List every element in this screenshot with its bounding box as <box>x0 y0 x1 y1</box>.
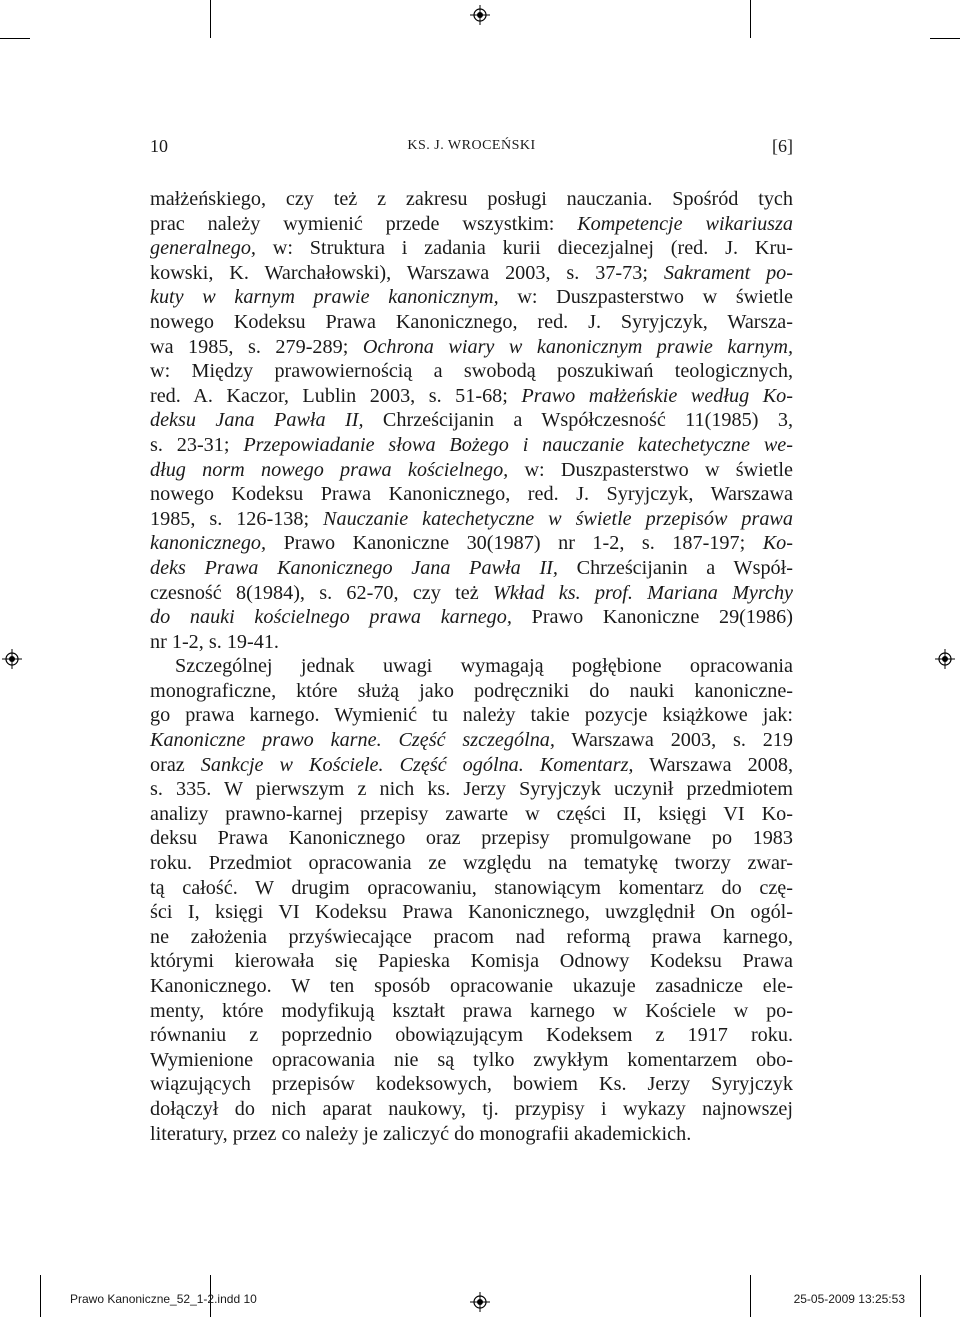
text-segment: s. 23-31; <box>150 433 244 456</box>
crop-mark <box>920 1275 921 1317</box>
text-segment: ne założenia przyświecające pracom nad reformą prawa karnego, <box>150 925 793 948</box>
text-segment: nr 1-2, s. 19-41. <box>150 630 279 653</box>
text-line <box>150 1122 793 1147</box>
registration-mark-icon <box>470 5 490 25</box>
text-segment: prac należy wymienić przede wszystkim: <box>150 212 578 235</box>
text-segment: nowego Kodeksu Prawa Kanonicznego, red. J. Syryjczyk, Warszawa <box>150 483 793 506</box>
body-text <box>150 187 793 1146</box>
text-segment: deksu Prawa Kanonicznego oraz przepisy promulgowane po 1983 <box>150 827 793 850</box>
italic-text: Ko- <box>762 532 793 555</box>
crop-mark <box>210 0 211 38</box>
crop-mark <box>0 38 30 39</box>
text-line <box>150 556 793 581</box>
text-line <box>150 187 793 212</box>
registration-mark-icon <box>2 649 22 669</box>
text-segment: tą całość. W drugim opracowaniu, stanowiącym komentarz do czę- <box>150 876 793 899</box>
text-line <box>150 458 793 483</box>
text-line <box>150 310 793 335</box>
text-line <box>150 1048 793 1073</box>
text-segment: roku. Przedmiot opracowania ze względu na tematykę tworzy zwar- <box>150 852 793 875</box>
text-line <box>150 335 793 360</box>
registration-mark-icon <box>935 649 955 669</box>
text-line <box>150 581 793 606</box>
italic-text: do nauki kościelnego prawa karnego, <box>150 606 512 629</box>
text-segment: Prawo Kanoniczne 30(1987) nr 1-2, s. 187-197; <box>266 532 763 555</box>
section-number: [6] <box>772 136 793 156</box>
print-timestamp: 25-05-2009 13:25:53 <box>793 1292 905 1306</box>
italic-text: Ochrona wiary w kanonicznym prawie karnym, <box>362 335 794 358</box>
text-segment: Prawo Kanoniczne 29(1986) <box>511 606 793 629</box>
text-line <box>150 999 793 1024</box>
text-segment: Kanonicznego. W ten sposób opracowanie ukazuje zasadnicze ele- <box>150 975 793 997</box>
text-segment: czesność 8(1984), s. 62-70, czy też <box>150 581 493 604</box>
text-line <box>150 851 793 876</box>
text-line <box>150 236 793 261</box>
text-line <box>150 359 793 384</box>
text-segment: wiązujących przepisów kodeksowych, bowiem Ks. Jerzy Syryjczyk <box>150 1073 793 1096</box>
text-line <box>150 826 793 851</box>
crop-mark <box>40 1275 41 1317</box>
text-segment: równaniu z poprzednio obowiązującym Kodeksem z 1917 roku. <box>150 1024 793 1047</box>
text-segment: Szczególnej jednak uwagi wymagają pogłębione opracowania <box>175 655 793 678</box>
text-segment: którymi kierowała się Papieska Komisja Odnowy Kodeksu Prawa <box>150 950 793 973</box>
italic-text: deksu Jana Pawła II, <box>150 409 364 432</box>
text-segment: w: Duszpasterstwo w świetle <box>508 458 793 481</box>
text-line <box>150 728 793 753</box>
text-segment: małżeńskiego, czy też z zakresu posługi nauczania. Spośród tych <box>150 188 793 210</box>
italic-text: Wkład ks. prof. Mariana Myrchy <box>492 581 793 604</box>
text-line <box>150 285 793 310</box>
text-segment: literatury, przez co należy je zaliczyć do monografii akademickich. <box>150 1122 692 1145</box>
italic-text: Sakrament po- <box>663 261 794 284</box>
text-line <box>150 1023 793 1048</box>
text-line <box>150 654 793 679</box>
text-line <box>150 605 793 630</box>
text-line <box>150 679 793 704</box>
text-line <box>150 876 793 901</box>
text-line <box>150 802 793 827</box>
italic-text: kuty w karnym prawie kanonicznym, <box>150 286 499 309</box>
text-line <box>150 1072 793 1097</box>
text-line <box>150 433 793 458</box>
crop-mark <box>750 1275 751 1317</box>
italic-text: Sankcje w Kościele. Część ogólna. Komentarz, <box>200 753 634 776</box>
text-line <box>150 703 793 728</box>
page-header <box>150 130 793 160</box>
text-segment: wa 1985, s. 279-289; <box>150 335 363 358</box>
text-line <box>150 384 793 409</box>
text-segment: Chrześcijanin a Współ- <box>557 556 793 579</box>
italic-text: generalnego, <box>150 237 256 260</box>
italic-text: Kompetencje wikariusza <box>577 212 793 235</box>
text-line <box>150 212 793 237</box>
italic-text: Prawo małżeńskie według Ko- <box>521 384 793 407</box>
text-line <box>150 261 793 286</box>
text-line <box>150 753 793 778</box>
text-line <box>150 507 793 532</box>
text-segment: oraz <box>150 753 201 776</box>
text-segment: Wymienione opracowania nie są tylko zwykłym komentarzem obo- <box>150 1048 793 1071</box>
italic-text: kanonicznego, <box>150 532 267 555</box>
text-segment: Warszawa 2003, s. 219 <box>554 729 793 752</box>
italic-text: dług norm nowego prawa kościelnego, <box>150 458 509 481</box>
text-line <box>150 777 793 802</box>
text-line <box>150 531 793 556</box>
text-line <box>150 974 793 999</box>
text-segment: menty, które modyfikują kształt prawa karnego w Kościele w po- <box>150 999 793 1022</box>
text-line <box>150 925 793 950</box>
text-line <box>150 1097 793 1122</box>
text-segment: ści I, księgi VI Kodeksu Prawa Kanonicznego, uwzględnił On ogól- <box>150 901 793 924</box>
file-info: Prawo Kanoniczne_52_1-2.indd 10 <box>70 1292 257 1306</box>
italic-text: deks Prawa Kanonicznego Jana Pawła II, <box>150 556 558 579</box>
text-segment: analizy prawno-karnej przepisy zawarte w części II, księgi VI Ko- <box>150 802 793 825</box>
text-line <box>150 482 793 507</box>
registration-mark-icon <box>470 1292 490 1312</box>
page-number: 10 <box>150 136 168 156</box>
crop-mark <box>930 38 960 39</box>
running-title: KS. J. WROCEŃSKI <box>407 138 536 153</box>
text-segment: w: Struktura i zadania kurii diecezjalnej (red. J. Kru- <box>255 237 793 260</box>
text-segment: 1985, s. 126-138; <box>150 507 324 530</box>
text-segment: monograficzne, które służą jako podręczniki do nauki kanoniczne- <box>150 679 793 702</box>
text-segment: Warszawa 2008, <box>633 753 793 776</box>
text-segment: s. 335. W pierwszym z nich ks. Jerzy Syryjczyk uczynił przedmiotem <box>150 778 793 801</box>
text-segment: nowego Kodeksu Prawa Kanonicznego, red. J. Syryjczyk, Warsza- <box>150 310 793 333</box>
italic-text: Przepowiadanie słowa Bożego i nauczanie katechetyczne we- <box>243 433 793 456</box>
text-line <box>150 949 793 974</box>
text-segment: go prawa karnego. Wymienić tu należy takie pozycje książkowe jak: <box>150 704 793 727</box>
text-segment: w: Między prawowiernością a swobodą poszukiwań teologicznych, <box>150 360 793 383</box>
italic-text: Nauczanie katechetyczne w świetle przepisów prawa <box>323 507 793 530</box>
text-segment: dołączył do nich aparat naukowy, tj. przypisy i wykazy najnowszej <box>150 1097 793 1120</box>
text-segment: w: Duszpasterstwo w świetle <box>498 286 793 309</box>
text-segment: red. A. Kaczor, Lublin 2003, s. 51-68; <box>150 384 522 407</box>
crop-mark <box>750 0 751 38</box>
text-segment: kowski, K. Warchałowski), Warszawa 2003, s. 37-73; <box>150 261 664 284</box>
text-line <box>150 900 793 925</box>
text-line <box>150 408 793 433</box>
italic-text: Kanoniczne prawo karne. Część szczególna, <box>150 729 555 752</box>
text-line <box>150 630 793 655</box>
text-segment: Chrześcijanin a Współczesność 11(1985) 3, <box>363 409 793 432</box>
